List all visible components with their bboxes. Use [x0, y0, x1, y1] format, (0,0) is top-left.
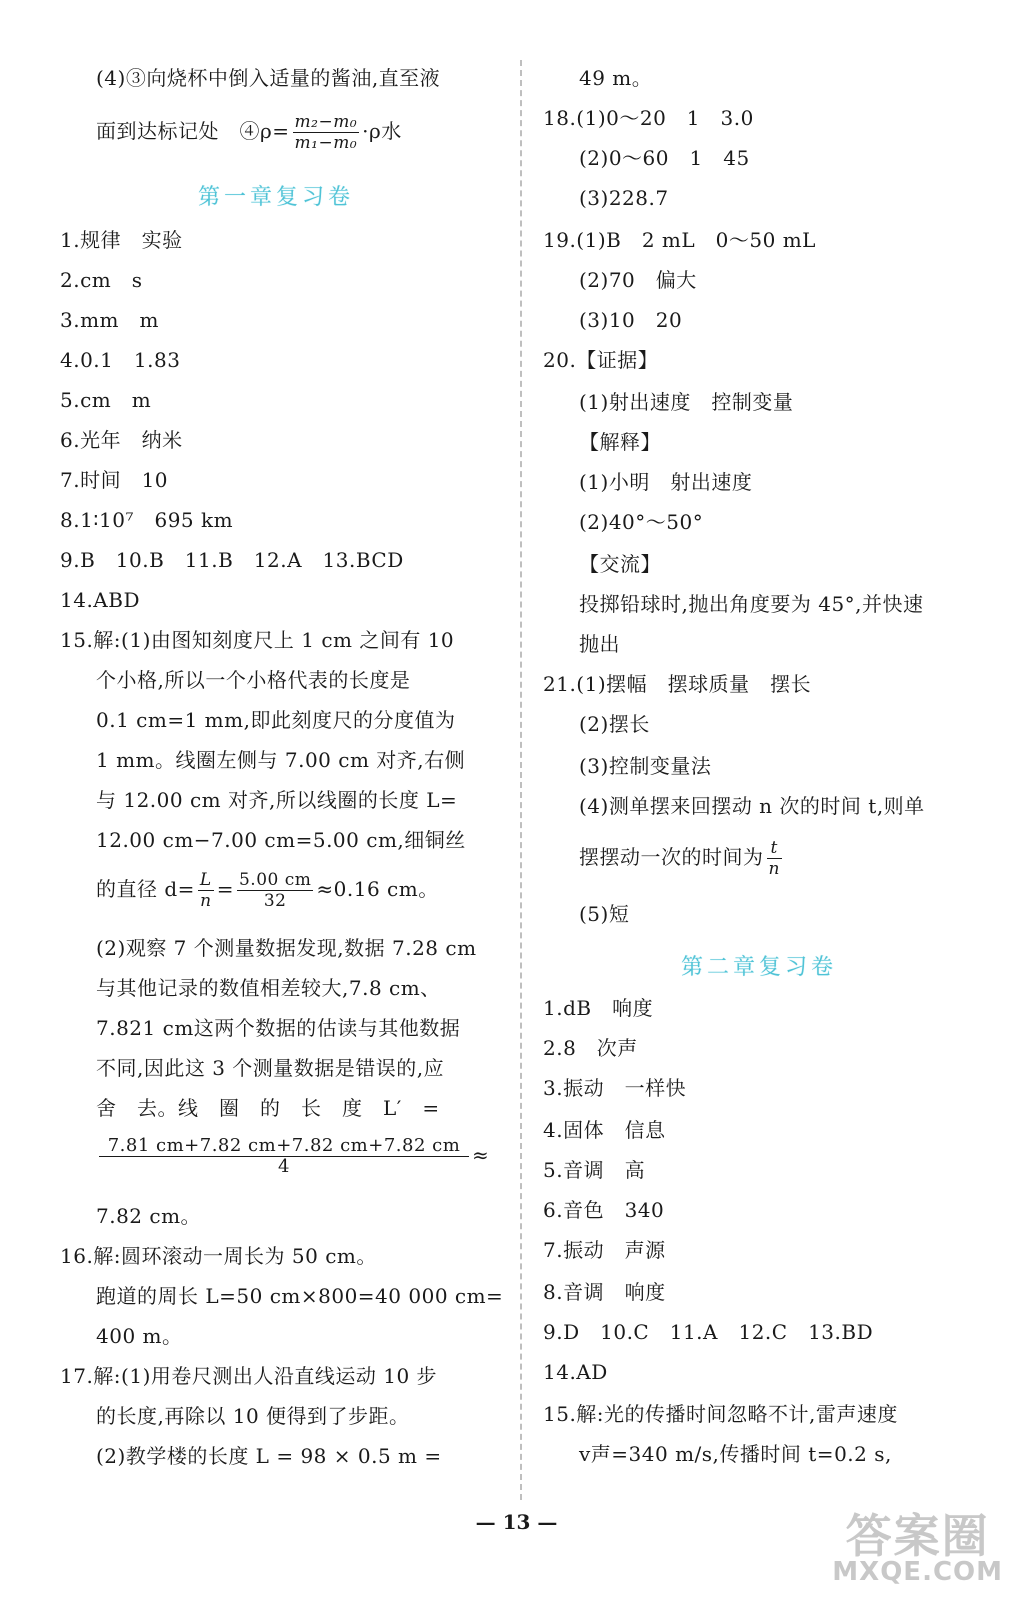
answer-line: 400 m。: [96, 1324, 183, 1348]
answer-line: 8.1∶10⁷ 695 km: [60, 508, 234, 532]
answer-line: 3.振动 一样快: [543, 1076, 687, 1100]
answer-line: 5.cm m: [60, 388, 152, 412]
answer-line: 7.821 cm这两个数据的估读与其他数据: [96, 1016, 461, 1040]
section-title-chapter1: 第一章复习卷: [198, 185, 355, 210]
answer-line: 15.解:(1)由图知刻度尺上 1 cm 之间有 10: [60, 628, 455, 652]
formula-line: 的直径 d= $\frac{L}{n}$ = $\frac{5.00 cm}{32}$ ≈0.16 cm。: [96, 870, 439, 911]
answer-line: 9.B 10.B 11.B 12.A 13.BCD: [60, 548, 404, 572]
answer-line: 7.82 cm。: [96, 1204, 202, 1228]
answer-line: 20.【证据】: [543, 348, 659, 372]
fraction-diameter: $\frac{5.00 cm}{32}$: [238, 870, 312, 911]
answer-line: 16.解:圆环滚动一周长为 50 cm。: [60, 1244, 377, 1268]
answer-line: 8.音调 响度: [543, 1280, 666, 1304]
answer-line: 与其他记录的数值相差较大,7.8 cm、: [96, 976, 441, 1000]
answer-line: 【解释】: [579, 430, 661, 454]
density-fraction: $\frac{\text{m₂−m₀}}{\text{m₁−m₀}}$: [294, 112, 358, 153]
answer-line: (2)40°～50°: [579, 510, 704, 534]
answer-line: (3)10 20: [579, 308, 683, 332]
answer-line: 5.音调 高: [543, 1158, 646, 1182]
formula-line: $\frac{7.81 cm+7.82 cm+7.82 cm+7.82 cm}{4}$ ≈: [96, 1136, 489, 1177]
column-divider: [520, 60, 522, 1500]
answer-line: 【交流】: [579, 552, 661, 576]
answer-line: 6.光年 纳米: [60, 428, 183, 452]
answer-line: (2)70 偏大: [579, 268, 697, 292]
watermark-logo: 答案圈 MXQE.COM: [832, 1509, 1003, 1587]
answer-line: 不同,因此这 3 个测量数据是错误的,应: [96, 1056, 445, 1080]
formula-line: 面到达标记处 ④ρ= $\frac{\text{m₂−m₀}}{\text{m₁−m₀}}$ ·ρ水: [96, 112, 402, 153]
answer-line: 21.(1)摆幅 摆球质量 摆长: [543, 672, 812, 696]
answer-line: 1.规律 实验: [60, 228, 183, 252]
answer-line: 9.D 10.C 11.A 12.C 13.BD: [543, 1320, 874, 1344]
answer-line: 的长度,再除以 10 便得到了步距。: [96, 1404, 410, 1428]
formula-line: 摆摆动一次的时间为 $\frac{t}{n}$: [579, 838, 780, 879]
answer-line: (2)0～60 1 45: [579, 146, 750, 170]
answer-line: v声=340 m/s,传播时间 t=0.2 s,: [579, 1442, 892, 1466]
answer-line: 14.AD: [543, 1360, 608, 1384]
answer-line: 6.音色 340: [543, 1198, 665, 1222]
answer-line: (1)小明 射出速度: [579, 470, 753, 494]
fraction-t-over-n: $\frac{t}{n}$: [768, 838, 780, 879]
answer-line: 投掷铅球时,抛出角度要为 45°,并快速: [579, 592, 924, 616]
section-title-chapter2: 第二章复习卷: [681, 955, 838, 980]
answer-line: 舍 去。线 圈 的 长 度 L′ =: [96, 1096, 440, 1120]
answer-line: (3)228.7: [579, 186, 669, 210]
answer-line: 2.cm s: [60, 268, 143, 292]
answer-line: 7.振动 声源: [543, 1238, 666, 1262]
answer-line: (2)观察 7 个测量数据发现,数据 7.28 cm: [96, 936, 477, 960]
fraction-l-over-n: $\frac{L}{n}$: [199, 870, 212, 911]
answer-line: 与 12.00 cm 对齐,所以线圈的长度 L=: [96, 788, 458, 812]
answer-line: 2.8 次声: [543, 1036, 638, 1060]
answer-line: 个小格,所以一个小格代表的长度是: [96, 668, 411, 692]
answer-line: 12.00 cm−7.00 cm=5.00 cm,细铜丝: [96, 828, 466, 852]
answer-line: 1.dB 响度: [543, 996, 654, 1020]
answer-line: 1 mm。线圈左侧与 7.00 cm 对齐,右侧: [96, 748, 466, 772]
answer-line: 19.(1)B 2 mL 0～50 mL: [543, 228, 816, 252]
answer-line: 跑道的周长 L=50 cm×800=40 000 cm=: [96, 1284, 504, 1308]
answer-line: 0.1 cm=1 mm,即此刻度尺的分度值为: [96, 708, 456, 732]
answer-line: (2)摆长: [579, 712, 650, 736]
answer-line: 18.(1)0～20 1 3.0: [543, 106, 754, 130]
answer-line: 7.时间 10: [60, 468, 169, 492]
page-number: — 13 —: [475, 1510, 558, 1534]
answer-line: (1)射出速度 控制变量: [579, 390, 794, 414]
answer-line: 15.解:光的传播时间忽略不计,雷声速度: [543, 1402, 898, 1426]
answer-line: (3)控制变量法: [579, 754, 712, 778]
answer-line: (4)测单摆来回摆动 n 次的时间 t,则单: [579, 794, 925, 818]
answer-line: 17.解:(1)用卷尺测出人沿直线运动 10 步: [60, 1364, 438, 1388]
answer-line: 14.ABD: [60, 588, 140, 612]
answer-line: 抛出: [579, 632, 620, 656]
answer-line: 4.固体 信息: [543, 1118, 666, 1142]
text-line: (4)③向烧杯中倒入适量的酱油,直至液: [96, 66, 441, 90]
answer-line: 49 m。: [579, 66, 653, 90]
answer-line: 3.mm m: [60, 308, 159, 332]
answer-line: (2)教学楼的长度 L = 98 × 0.5 m =: [96, 1444, 442, 1468]
answer-line: 4.0.1 1.83: [60, 348, 181, 372]
fraction-average-length: $\frac{7.81 cm+7.82 cm+7.82 cm+7.82 cm}{4}$: [99, 1136, 469, 1177]
answer-line: (5)短: [579, 902, 630, 926]
